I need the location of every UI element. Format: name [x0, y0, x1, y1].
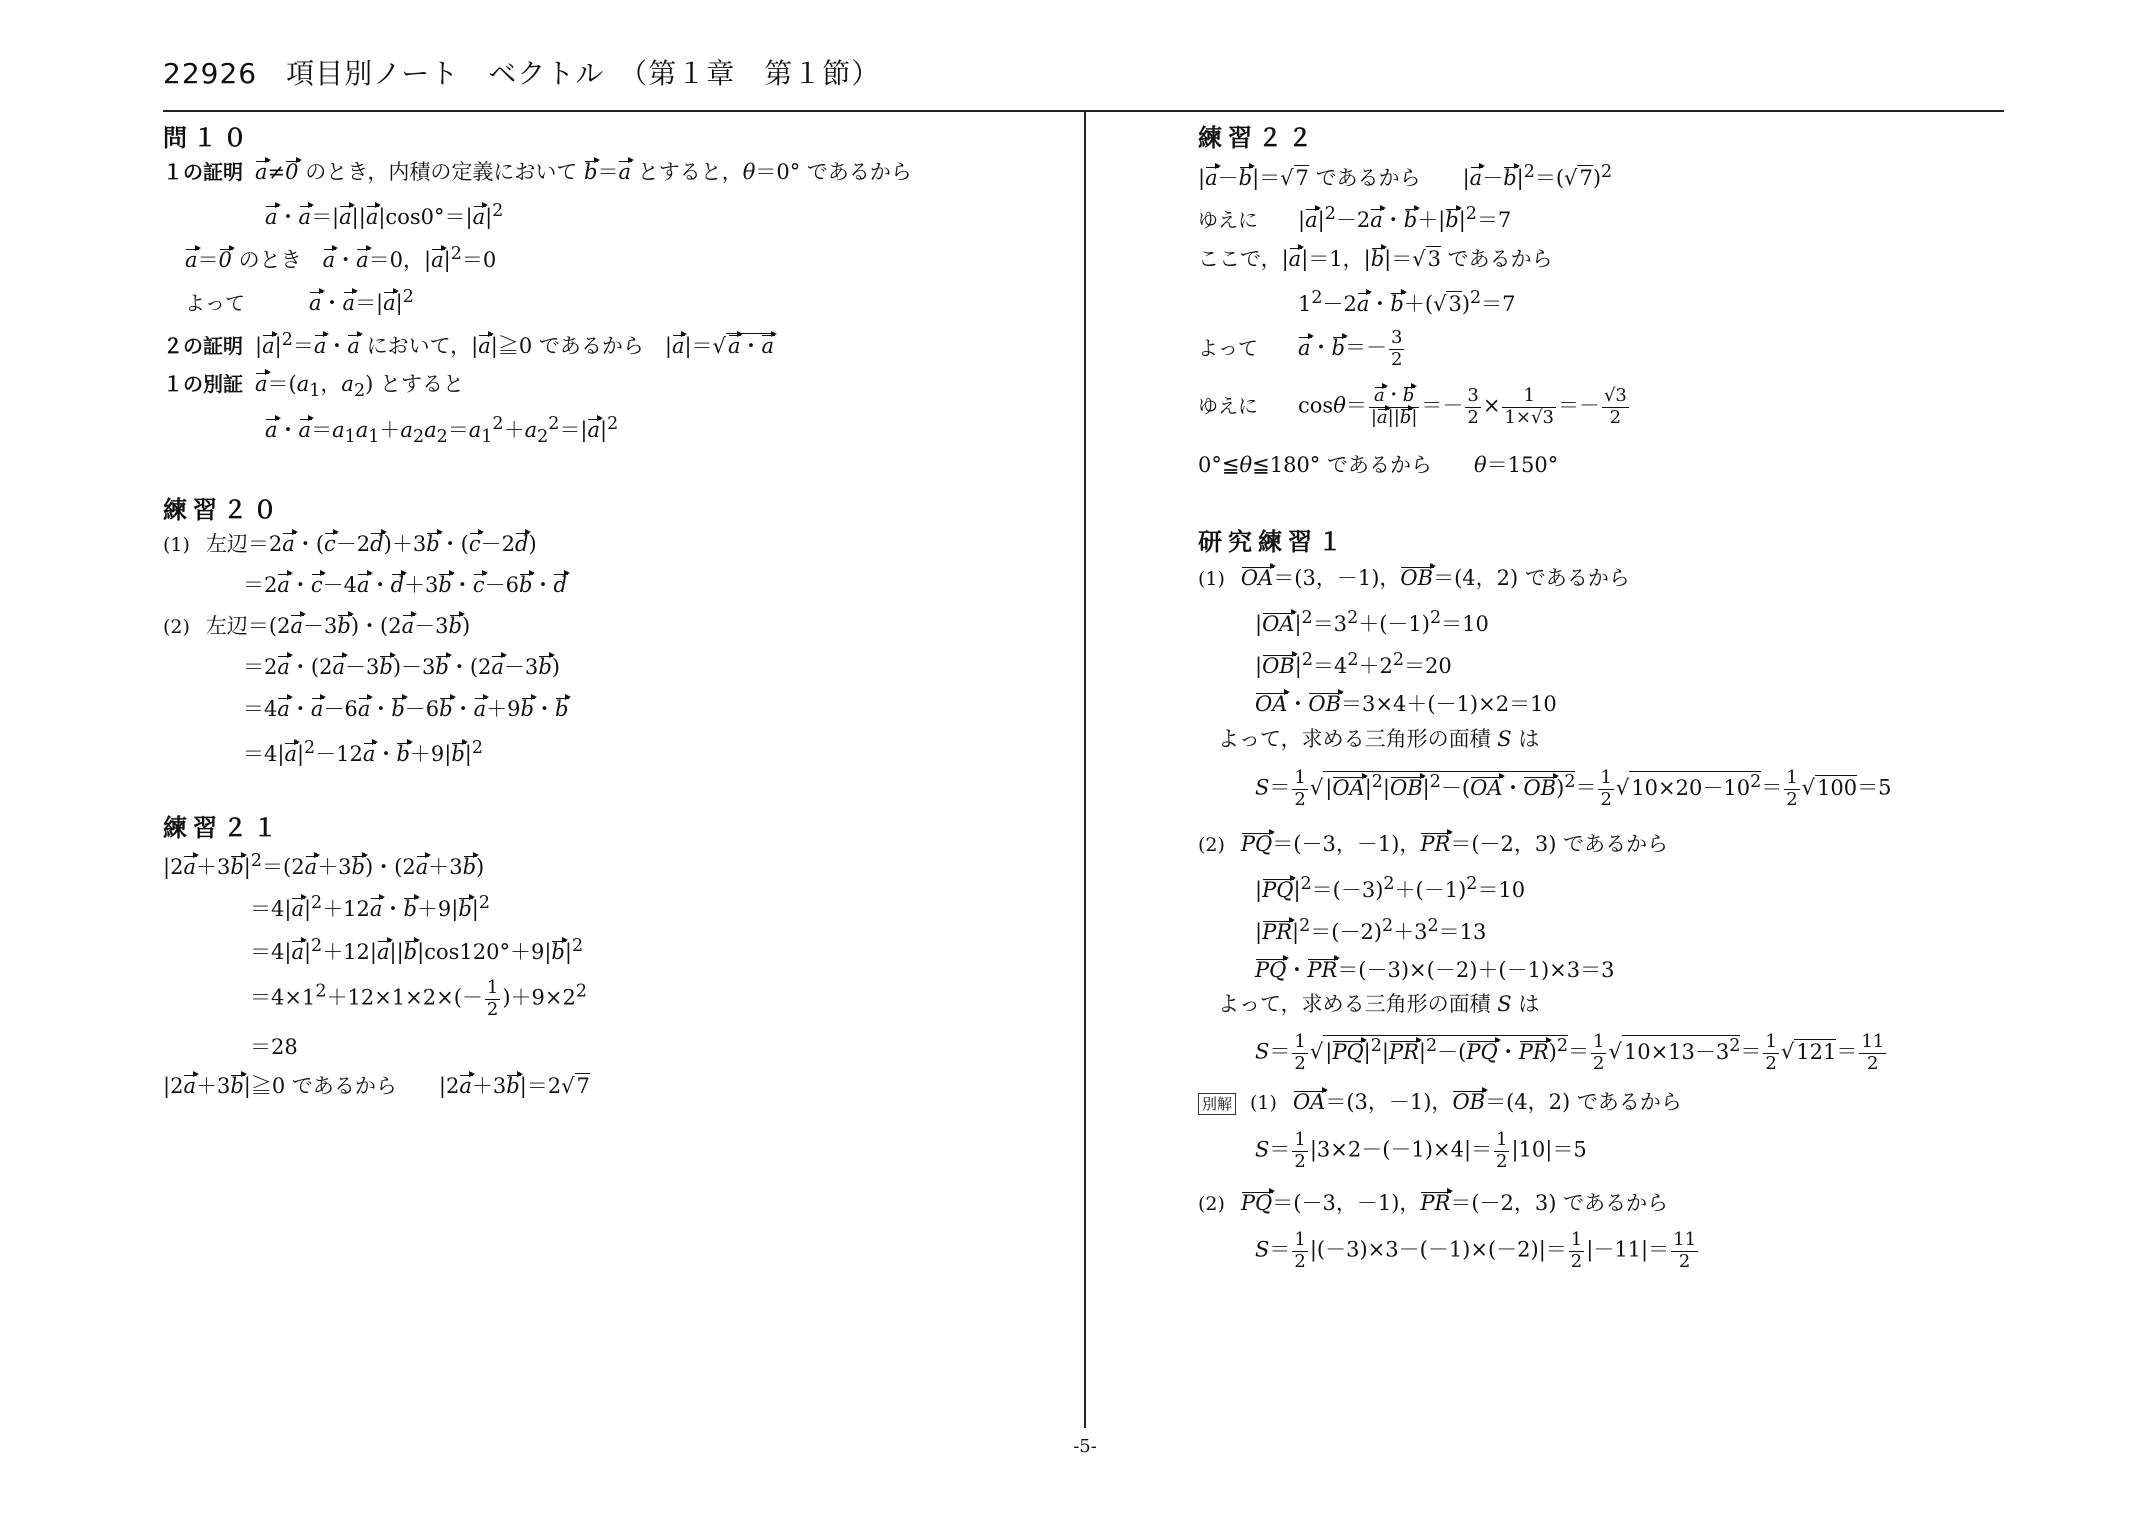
ex21-line-3: $=4|a|^2+12|a||b|\cos 120^\circ+9|b|^2$ [250, 936, 584, 964]
ex21-line-1: $|2a+3b|^2=(2a+3b)$・(2a＋3b) [163, 851, 485, 879]
study1-line-9: $|PR|^2=(-2)^2+3^2=13$ [1255, 916, 1487, 944]
ex20-line-6: $=4|a|^2-12a$・$b+9|b|^2$ [243, 738, 484, 766]
ex22-line-4: $1^2-2a$・$b+(√3)^2=7$ [1298, 288, 1516, 316]
ex20-line-5: ＝4a・a－6a・b－6b・a＋9b・b [243, 697, 569, 721]
ex20-line-3: (2) 左辺＝(2a－3b)・(2a－3b) [163, 614, 471, 638]
section-q10-title: 問１０ [163, 124, 253, 152]
study1-line-3: $|OB|^2=4^2+2^2=20$ [1255, 650, 1452, 678]
ex22-line-6: ゆえに cosθ＝ $\frac{a・b}{|a||b|}$ ＝－ $\frac{3}{2}$ × $\frac{1}{1\times√3}$ ＝－ $\frac{√3}{2}$ [1198, 385, 1627, 428]
alt-solution-line-1: 別解 (1) OA＝(3，－1)，OB＝(4，2) であるから [1198, 1090, 1682, 1115]
q10-line-1: １の証明 a≠0 のとき，内積の定義において b＝a とすると，θ＝0° であるから [163, 160, 912, 184]
ex21-line-5: ＝28 [250, 1035, 298, 1059]
study1-line-4: OA・OB＝3×4＋(－1)×2＝10 [1255, 692, 1557, 716]
ex22-line-2: ゆえに $|a|^2-2a$・$b+|b|^2=7$ [1198, 204, 1512, 232]
ex22-line-5: よって a・b＝－ $\frac{3}{2}$ [1198, 327, 1403, 370]
study1-line-8: $|PQ|^2=(-3)^2+(-1)^2=10$ [1255, 874, 1526, 902]
q10-line-3: a＝0 のとき a・a＝0，$|a|^2=0$ [185, 244, 497, 272]
ex22-line-7: 0°≦θ≦180° であるから θ＝150° [1198, 453, 1559, 477]
alt-solution-line-4: S＝ $\frac{1}{2}$ |(－3)×3－(－1)×(－2)|＝ $\frac{1}{2}$ |－11|＝ $\frac{11}{2}$ [1255, 1229, 1697, 1272]
q10-line-6: １の別証 $a=(a_1$，$a_2$) とすると [163, 372, 464, 402]
ex21-line-2: $=4|a|^2+12a$・$b+9|b|^2$ [250, 893, 491, 921]
section-ex20-title: 練習２０ [163, 496, 283, 524]
alt-solution-line-3: (2) PQ＝(－3，－1)，PR＝(－2，3) であるから [1198, 1191, 1669, 1215]
q10-line-2: a・$a=|a||a|\cos 0^\circ=|a|^2$ [265, 201, 504, 229]
section-ex21-title: 練習２１ [163, 814, 283, 842]
alt-solution-badge: 別解 [1198, 1093, 1236, 1115]
study1-line-2: $|OA|^2=3^2+(-1)^2=10$ [1255, 608, 1489, 636]
study1-line-6: S＝ $\frac{1}{2}$ $√|OA|^2|OB|^2-(OA$・OB)$^2$＝ $\frac{1}{2}$ $√10\times 20-10^2=$ $\frac{1}{2}$ √100＝5 [1255, 767, 1892, 810]
ex21-line-4: $=4\times 1^2+12\times 1\times 2\times(-$ $\frac{1}{2}$ )$+9\times 2^2$ [250, 977, 588, 1020]
study1-line-11: よって，求める三角形の面積 S は [1218, 992, 1540, 1016]
ex20-line-2: ＝2a・c－4a・d＋3b・c－6b・d [243, 573, 567, 597]
ex22-line-1: |a－b|＝√7 であるから $|a-b|^2=(√7)^2$ [1198, 162, 1613, 190]
ex21-line-6: |2a＋3b|≧0 であるから |2a＋3b|＝2√7 [163, 1074, 590, 1098]
ex20-line-1: (1) 左辺＝2a・(c－2d)＋3b・(c－2d) [163, 532, 537, 556]
study1-line-12: S＝ $\frac{1}{2}$ $√|PQ|^2|PR|^2-(PQ$・PR)$^2$＝ $\frac{1}{2}$ $√10\times 13-3^2=$ $\frac{1}{2}$ √121＝ $\frac{11}{2}$ [1255, 1031, 1885, 1074]
ex22-line-3: ここで，|a|＝1，|b|＝√3 であるから [1198, 247, 1553, 271]
column-divider [1084, 112, 1086, 1428]
section-study1-title: 研究練習１ [1198, 528, 1348, 556]
q10-line-7: a・$a=a_1a_1+a_2a_2=a_1^2+a_2^2=|a|^2$ [265, 414, 619, 448]
study1-line-1: (1) OA＝(3，－1)，OB＝(4，2) であるから [1198, 566, 1630, 590]
q10-line-4: よって a・$a=|a|^2$ [185, 287, 414, 315]
q10-line-5: ２の証明 $|a|^2=a$・a において，|a|≧0 であるから |a|＝√a・a [163, 330, 775, 358]
alt-solution-line-2: S＝ $\frac{1}{2}$ |3×2－(－1)×4|＝ $\frac{1}{2}$ |10|＝5 [1255, 1129, 1587, 1172]
section-ex22-title: 練習２２ [1198, 124, 1318, 152]
study1-line-10: PQ・PR＝(－3)×(－2)＋(－1)×3＝3 [1255, 958, 1615, 982]
study1-line-5: よって，求める三角形の面積 S は [1218, 727, 1540, 751]
study1-line-7: (2) PQ＝(－3，－1)，PR＝(－2，3) であるから [1198, 832, 1669, 856]
page-number: -5- [1073, 1436, 1097, 1457]
page-header: 22926 項目別ノート ベクトル （第１章 第１節） [163, 57, 881, 90]
ex20-line-4: ＝2a・(2a－3b)－3b・(2a－3b) [243, 655, 560, 679]
